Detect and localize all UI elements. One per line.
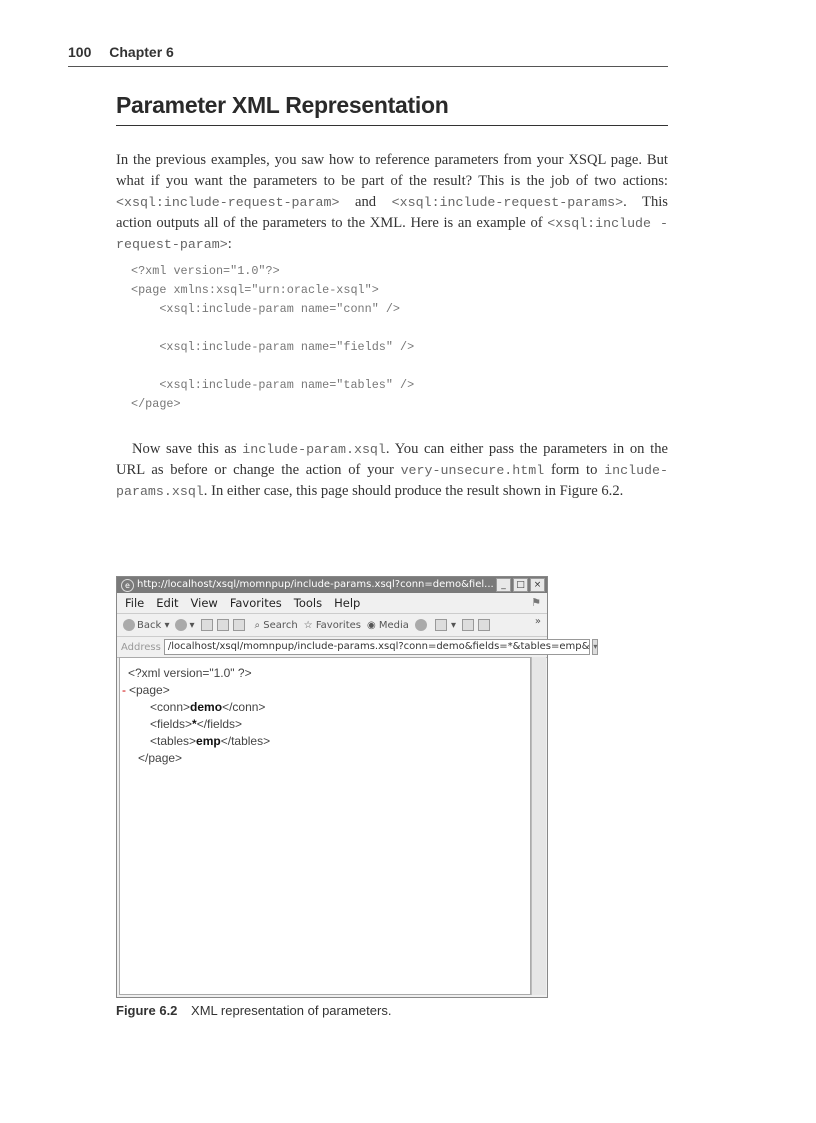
home-icon — [233, 619, 245, 631]
code-very-unsecure-html: very-unsecure.html — [400, 463, 545, 478]
intro-text-2: and — [339, 194, 392, 210]
code-include-request-params: <xsql:include-request-params> — [391, 195, 624, 210]
forward-arrow-icon — [175, 619, 187, 631]
xml-fields-value: * — [192, 717, 197, 731]
print-icon — [462, 619, 474, 631]
intro-paragraph — [116, 150, 668, 255]
favorites-button[interactable] — [304, 620, 361, 631]
save-paragraph — [116, 439, 668, 502]
xml-page-close: </page> — [138, 751, 183, 765]
save-text-3: form to — [544, 462, 605, 478]
xml-fields-open: <fields> — [150, 717, 193, 731]
search-label: Search — [263, 619, 298, 631]
intro-text-3: . This action outputs all of the parameters to the XML. Here is an example of — [116, 194, 668, 231]
address-input[interactable]: /localhost/xsql/momnpup/include-params.xsql?conn=demo&fields=*&tables=emp& — [164, 639, 591, 655]
media-label: Media — [378, 619, 409, 631]
back-button[interactable]: Back ▾ — [123, 619, 169, 631]
xml-declaration: <?xml version="1.0" ?> — [128, 666, 252, 680]
browser-title-bar — [117, 577, 547, 593]
media-button[interactable] — [367, 620, 409, 631]
menu-help[interactable]: Help — [334, 596, 361, 610]
xml-tables-value: emp — [196, 734, 221, 748]
search-icon: ⌕ — [254, 619, 264, 631]
edit-icon — [478, 619, 490, 631]
stop-refresh-home-buttons[interactable] — [201, 619, 249, 631]
menu-edit[interactable]: Edit — [156, 596, 179, 610]
menu-bar — [117, 593, 547, 614]
refresh-icon — [217, 619, 229, 631]
windows-flag-icon: ⚑ — [531, 596, 541, 609]
xml-fields-line — [150, 717, 242, 731]
menu-tools[interactable]: Tools — [293, 596, 323, 610]
close-icon[interactable]: × — [530, 578, 545, 592]
menu-favorites[interactable]: Favorites — [229, 596, 282, 610]
media-icon: ◉ — [366, 619, 379, 631]
page-number: 100 — [68, 44, 92, 60]
stop-icon — [201, 619, 213, 631]
running-head — [68, 44, 668, 67]
chapter-label: Chapter 6 — [109, 44, 174, 60]
xml-conn-close: </conn> — [222, 700, 266, 714]
figure-caption-text: XML representation of parameters. — [191, 1003, 392, 1018]
section-title: Parameter XML Representation — [116, 92, 668, 126]
address-label: Address — [121, 641, 161, 653]
figure-label: Figure 6.2 — [116, 1003, 178, 1018]
forward-button[interactable]: ▾ — [175, 619, 194, 631]
xml-tables-open: <tables> — [150, 734, 197, 748]
vertical-scrollbar[interactable] — [531, 657, 546, 995]
mail-icon — [435, 619, 447, 631]
favorites-label: Favorites — [315, 619, 361, 631]
print-button[interactable] — [462, 619, 494, 631]
maximize-icon[interactable]: □ — [513, 578, 528, 592]
history-icon — [415, 619, 427, 631]
figure-caption — [116, 1003, 391, 1018]
address-bar — [117, 637, 598, 658]
browser-screenshot — [116, 576, 598, 998]
save-text-2: . You can either pass the parameters in on the URL as before or change the action of your — [116, 441, 668, 478]
menu-view[interactable]: View — [190, 596, 218, 610]
xml-tables-close: </tables> — [220, 734, 271, 748]
xml-fields-close: </fields> — [196, 717, 243, 731]
minimize-icon[interactable]: _ — [496, 578, 511, 592]
back-arrow-icon — [123, 619, 135, 631]
code-example: <?xml version="1.0"?> <page xmlns:xsql="urn:oracle-xsql"> <xsql:include-param name="conn" /> <xsql:include-param name="fields" /> <xsql:include-param name="tables" /> </page> — [131, 264, 415, 411]
search-button[interactable] — [255, 620, 298, 631]
browser-title: http://localhost/xsql/momnpup/include-params.xsql?conn=demo&fiel... — [137, 579, 494, 590]
browser-toolbar — [117, 614, 547, 637]
xml-conn-value: demo — [190, 700, 223, 714]
code-include-request-param: <xsql:include-request-param> — [116, 195, 340, 210]
xml-page-open-line — [122, 683, 170, 697]
xml-tables-line — [150, 734, 270, 748]
menu-file[interactable]: File — [125, 596, 145, 610]
star-icon: ☆ — [303, 619, 316, 631]
toolbar-overflow-icon[interactable]: » — [534, 616, 541, 627]
xml-conn-line — [150, 700, 265, 714]
back-label: Back — [137, 620, 162, 631]
ie-logo-icon: e — [121, 579, 134, 592]
intro-text-4: : — [227, 236, 232, 252]
intro-text-1: In the previous examples, you saw how to reference parameters from your XSQL page. But what if you want the parameters to be part of the result? This is the job of two actions: — [116, 152, 668, 189]
history-button[interactable] — [415, 619, 429, 631]
save-text-1: Now save this as — [132, 441, 243, 457]
xml-page-open: <page> — [129, 683, 170, 697]
xml-content — [119, 657, 531, 995]
mail-button[interactable]: ▾ — [435, 619, 456, 631]
code-include-request-param-2: <xsql:include -request-param> — [116, 216, 668, 252]
xml-conn-open: <conn> — [150, 700, 191, 714]
address-dropdown-icon[interactable]: ▾ — [592, 639, 598, 655]
save-text-4: . In either case, this page should produce the result shown in Figure 6.2. — [203, 483, 624, 499]
code-include-param-xsql: include-param.xsql — [242, 442, 386, 457]
collapse-toggle[interactable]: - — [122, 683, 126, 697]
code-include-params-xsql: include-params.xsql — [116, 463, 668, 499]
